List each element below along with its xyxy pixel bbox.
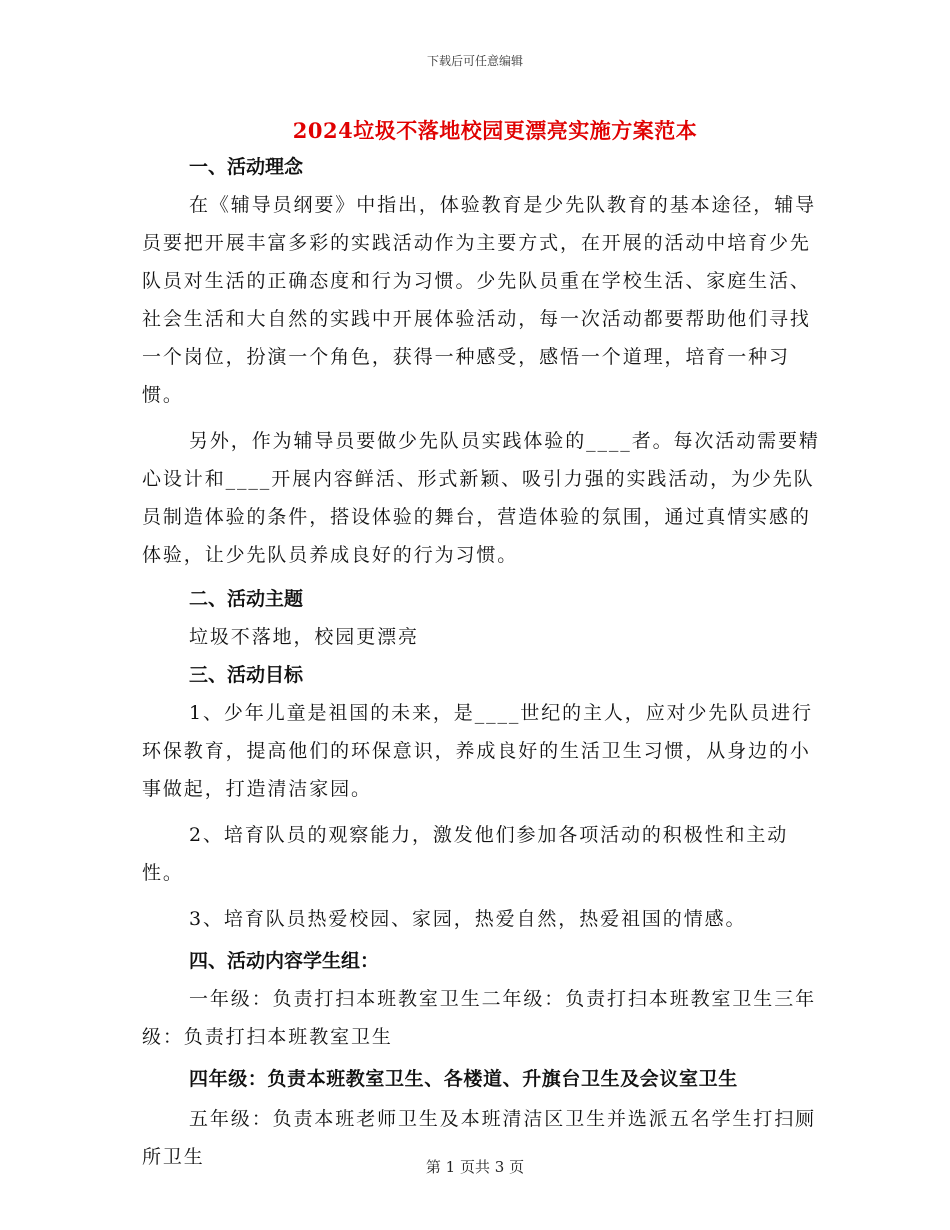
paragraph: 1、少年儿童是祖国的未来，是____世纪的主人，应对少先队员进行环保教育，提高他们的环保意识，养成良好的生活卫生习惯，从身边的小事做起，打造清洁家园。 (142, 702, 813, 800)
paragraph: 一年级：负责打扫本班教室卫生二年级：负责打扫本班教室卫生三年级：负责打扫本班教室卫生 (142, 988, 817, 1048)
paragraph: 在《辅导员纲要》中指出，体验教育是少先队教育的基本途径，辅导员要把开展丰富多彩的实践活动作为主要方式，在开展的活动中培育少先队员对生活的正确态度和行为习惯。少先队员重在学校生活、家庭生活、社会生活和大自然的实践中开展体验活动，每一次活动都要帮助他们寻找一个岗位，扮演一个角色，获得一种感受，感悟一个道理，培育一种习惯。 (142, 194, 817, 406)
paragraph: 另外，作为辅导员要做少先队员实践体验的____者。每次活动需要精心设计和____开展内容鲜活、形式新颖、吸引力强的实践活动，为少先队员制造体验的条件，搭设体验的舞台，营造体验的氛围，通过真情实感的体验，让少先队员养成良好的行为习惯。 (142, 430, 820, 566)
header-note: 下载后可任意编辑 (426, 54, 523, 68)
paragraph: 五年级：负责本班老师卫生及本班清洁区卫生并选派五名学生打扫厕所卫生 (142, 1108, 817, 1168)
section-heading-2: 二、活动主题 (189, 588, 304, 610)
document-body (142, 148, 822, 1176)
paragraph-bold: 四年级：负责本班教室卫生、各楼道、升旗台卫生及会议室卫生 (189, 1068, 738, 1090)
paragraph: 垃圾不落地，校园更漂亮 (189, 626, 419, 648)
paragraph: 3、培育队员热爱校园、家园，热爱自然，热爱祖国的情感。 (189, 908, 747, 930)
section-heading-1: 一、活动理念 (189, 156, 304, 178)
section-heading-3: 三、活动目标 (189, 664, 304, 686)
page-footer: 第 1 页共 3 页 (425, 1158, 525, 1176)
paragraph: 2、培育队员的观察能力，激发他们参加各项活动的积极性和主动性。 (142, 824, 789, 884)
section-heading-4: 四、活动内容学生组： (189, 950, 380, 972)
document-title: 2024垃圾不落地校园更漂亮实施方案范本 (292, 118, 698, 143)
